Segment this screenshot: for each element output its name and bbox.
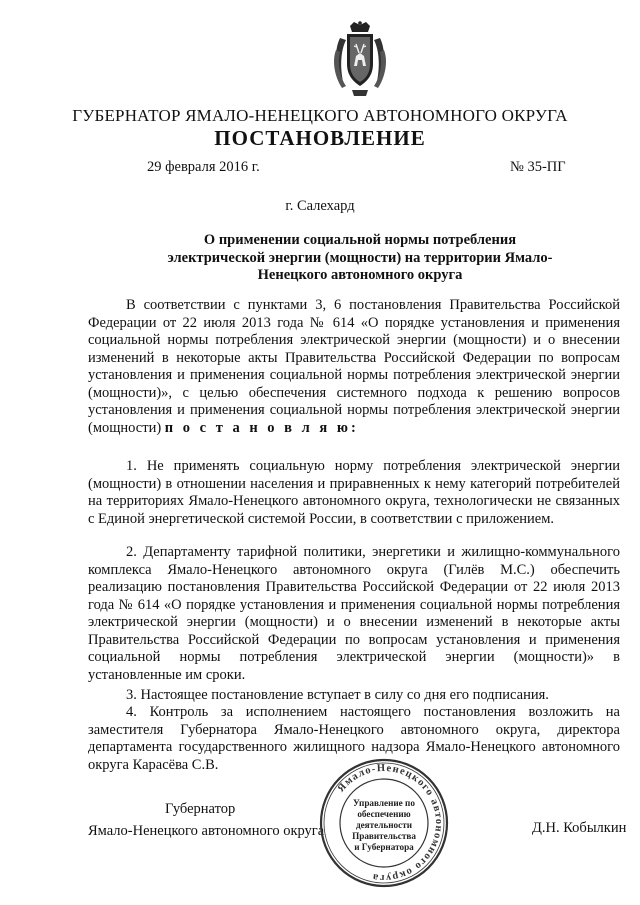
coat-of-arms-icon bbox=[330, 20, 390, 98]
item-3: 3. Настоящее постановление вступает в силу со дня его подписания. bbox=[126, 687, 549, 703]
stamp-center-text bbox=[340, 798, 428, 853]
document-date: 29 февраля 2016 г. bbox=[147, 159, 260, 175]
document-city: г. Салехард bbox=[285, 198, 355, 214]
document-type: ПОСТАНОВЛЕНИЕ bbox=[214, 126, 426, 150]
intro-paragraph bbox=[88, 297, 620, 437]
item-2: 2. Департаменту тарифной политики, энергетики и жилищно-коммунального комплекса Ямало-Ненецкого автономного округа (Гилёв М.С.) обеспечить реализацию постановления Правительства Российской Федерации от 22 июля 2013 года № 614 «О порядке установления и применения социальной нормы потребления электрической энергии (мощности) и о внесении изменений в некоторые акты Правительства Российской Федерации по вопросам установления и применения социальной нормы потребления электрической энергии (мощности)» в установленные им сроки. bbox=[88, 544, 620, 683]
decree-word: п о с т а н о в л я ю: bbox=[164, 419, 359, 436]
stamp-line: и Губернатора bbox=[354, 842, 414, 852]
signatory-title-line2: Ямало-Ненецкого автономного округа bbox=[88, 823, 325, 839]
stamp-line: обеспечению bbox=[357, 809, 411, 819]
signatory-name: Д.Н. Кобылкин bbox=[532, 820, 627, 836]
item-4: 4. Контроль за исполнением настоящего постановления возложить на заместителя Губернатора Ямало-Ненецкого автономного округа, директора департамента государственного жилищного надзора Ямало-Ненецкого автономного округа Карасёва С.В. bbox=[88, 704, 620, 773]
item-1: 1. Не применять социальную норму потребления электрической энергии (мощности) в отношении населения и приравненных к нему категорий потребителей на территориях Ямало-Ненецкого автономного округа, технологически не связанных с Единой энергетической системой России, в соответствии с приложением. bbox=[88, 458, 620, 527]
stamp-line: Правительства bbox=[352, 831, 416, 841]
organization-title: ГУБЕРНАТОР ЯМАЛО-НЕНЕЦКОГО АВТОНОМНОГО ОКРУГА bbox=[72, 106, 568, 125]
signatory-title-line1: Губернатор bbox=[165, 801, 236, 817]
document-subject: О применении социальной нормы потребления электрической энергии (мощности) на территории Ямало-Ненецкого автономного округа bbox=[167, 232, 553, 283]
intro-text: В соответствии с пунктами 3, 6 постановления Правительства Российской Федерации от 22 июля 2013 года № 614 «О порядке установления и применения социальной нормы потребления электрической энергии (мощности) и о внесении изменений в некоторые акты Правительства Российской Федерации по вопросам установления и применения социальной нормы потребления электрической энергии (мощности)», с целью обеспечения системного подхода к решению вопросов установления и применения социальной нормы потребления электрической энергии (мощности) bbox=[88, 297, 620, 436]
stamp-line: Управление по bbox=[353, 798, 415, 808]
document-number: № 35-ПГ bbox=[510, 159, 566, 175]
stamp-ring-text: Ямало-Ненецкого автономного округа bbox=[335, 762, 445, 884]
stamp-line: деятельности bbox=[355, 820, 413, 830]
